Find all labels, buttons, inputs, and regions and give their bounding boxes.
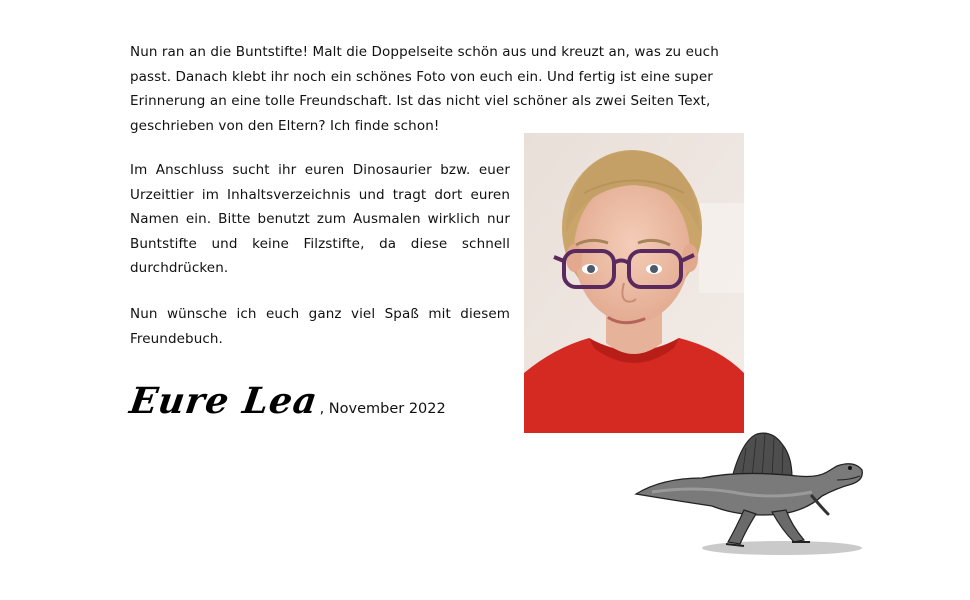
signature-date: , November 2022: [319, 401, 446, 417]
intro-paragraph-1: Nun ran an die Buntstifte! Malt die Doppelseite schön aus und kreuzt an, was zu euch passt. Danach klebt ihr noch ein schönes Foto von euch ein. Und fertig ist eine super Erinnerung an eine tolle Freundschaft. Ist das nicht viel schöner als zwei Seiten Text, geschrieben von den Eltern? Ich finde schon!: [130, 44, 719, 134]
signature-name: Eure Lea: [127, 380, 321, 422]
intro-paragraph-3: Nun wünsche ich euch ganz viel Spaß mit diesem Freundebuch.: [130, 306, 510, 347]
dinosaur-icon: [632, 430, 868, 560]
portrait-illustration: [524, 133, 744, 433]
intro-paragraph-2: Im Anschluss sucht ihr euren Dinosaurier bzw. euer Urzeittier im Inhaltsverzeichnis und tragt dort euren Namen ein. Bitte benutzt zum Ausmalen wirklich nur Buntstifte und keine Filzstifte, da diese schnell durchdrücken.: [130, 162, 510, 276]
author-photo: [524, 133, 744, 433]
signature: [127, 380, 446, 422]
